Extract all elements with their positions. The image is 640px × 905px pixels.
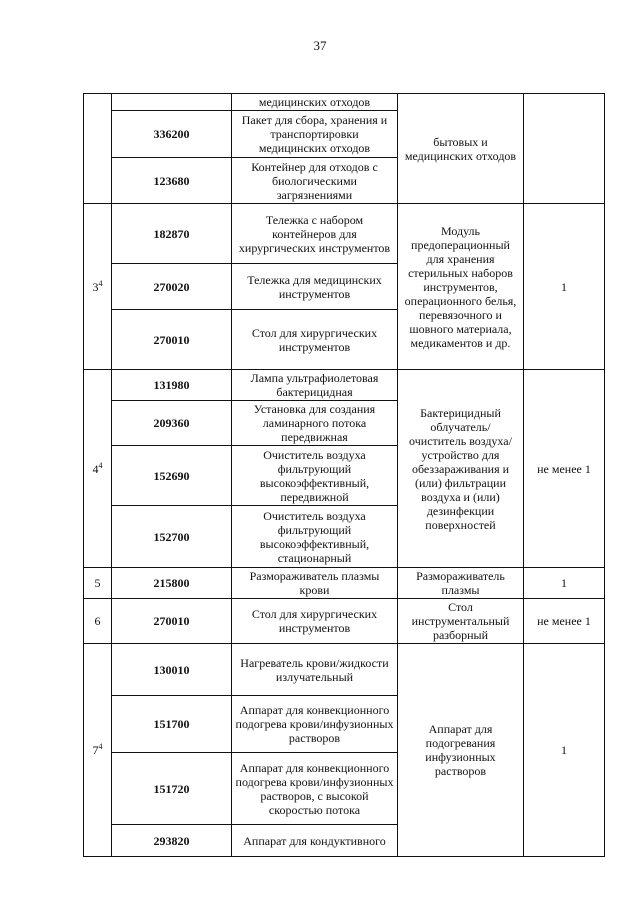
group-number-cell: 6 xyxy=(84,599,112,644)
item-name-cell: Лампа ультрафиолетовая бактерицидная xyxy=(232,370,398,401)
item-name-cell: Стол для хирургических инструментов xyxy=(232,310,398,370)
quantity-cell: 1 xyxy=(524,644,605,857)
item-name-cell: Аппарат для кондуктивного xyxy=(232,825,398,857)
code-cell: 152690 xyxy=(112,446,232,506)
item-name-cell: Контейнер для отходов с биологическими загрязнениями xyxy=(232,158,398,204)
item-name-cell: Аппарат для конвекционного подогрева крови/инфузионных растворов, с высокой скоростью потока xyxy=(232,753,398,825)
quantity-cell: не менее 1 xyxy=(524,599,605,644)
code-cell xyxy=(112,94,232,111)
item-name-cell: Тележка с набором контейнеров для хирургических инструментов xyxy=(232,204,398,264)
code-cell: 270010 xyxy=(112,599,232,644)
item-name-cell: Стол для хирургических инструментов xyxy=(232,599,398,644)
quantity-cell xyxy=(524,94,605,204)
quantity-cell: 1 xyxy=(524,204,605,370)
code-cell: 152700 xyxy=(112,506,232,568)
code-cell: 336200 xyxy=(112,111,232,158)
device-type-cell: Аппарат для подогревания инфузионных растворов xyxy=(398,644,524,857)
code-cell: 182870 xyxy=(112,204,232,264)
table-row xyxy=(84,204,605,264)
item-name-cell: Размораживатель плазмы крови xyxy=(232,568,398,599)
item-name-cell: медицинских отходов xyxy=(232,94,398,111)
code-cell: 123680 xyxy=(112,158,232,204)
item-name-cell: Очиститель воздуха фильтрующий высокоэффективный, передвижной xyxy=(232,446,398,506)
code-cell: 270010 xyxy=(112,310,232,370)
table-row xyxy=(84,94,605,111)
code-cell: 270020 xyxy=(112,264,232,310)
code-cell: 130010 xyxy=(112,644,232,696)
device-type-cell: Бактерицидный облучатель/ очиститель воздуха/ устройство для обеззараживания и (или) фильтрации воздуха и (или) дезинфекции поверхностей xyxy=(398,370,524,568)
code-cell: 151700 xyxy=(112,696,232,753)
equipment-table xyxy=(83,93,605,857)
device-type-cell: Размораживатель плазмы xyxy=(398,568,524,599)
table-row xyxy=(84,568,605,599)
item-name-cell: Очиститель воздуха фильтрующий высокоэффективный, стационарный xyxy=(232,506,398,568)
table-row xyxy=(84,370,605,401)
code-cell: 131980 xyxy=(112,370,232,401)
quantity-cell: не менее 1 xyxy=(524,370,605,568)
item-name-cell: Установка для создания ламинарного потока передвижная xyxy=(232,401,398,446)
device-type-cell: бытовых и медицинских отходов xyxy=(398,94,524,204)
page-number: 37 xyxy=(313,38,327,53)
item-name-cell: Аппарат для конвекционного подогрева крови/инфузионных растворов xyxy=(232,696,398,753)
item-name-cell: Нагреватель крови/жидкости излучательный xyxy=(232,644,398,696)
item-name-cell: Тележка для медицинских инструментов xyxy=(232,264,398,310)
device-type-cell: Модуль предоперационный для хранения стерильных наборов инструментов, операционного белья, перевязочного и шовного материала, медикаментов и др. xyxy=(398,204,524,370)
code-cell: 209360 xyxy=(112,401,232,446)
quantity-cell: 1 xyxy=(524,568,605,599)
group-number-cell: $3^4$ xyxy=(84,204,112,370)
item-name-cell: Пакет для сбора, хранения и транспортировки медицинских отходов xyxy=(232,111,398,158)
code-cell: 293820 xyxy=(112,825,232,857)
device-type-cell: Стол инструментальный разборный xyxy=(398,599,524,644)
code-cell: 151720 xyxy=(112,753,232,825)
table-row xyxy=(84,644,605,696)
group-number-cell xyxy=(84,94,112,204)
code-cell: 215800 xyxy=(112,568,232,599)
group-number-cell: $7^4$ xyxy=(84,644,112,857)
table-row xyxy=(84,599,605,644)
group-number-cell: 5 xyxy=(84,568,112,599)
group-number-cell: $4^4$ xyxy=(84,370,112,568)
